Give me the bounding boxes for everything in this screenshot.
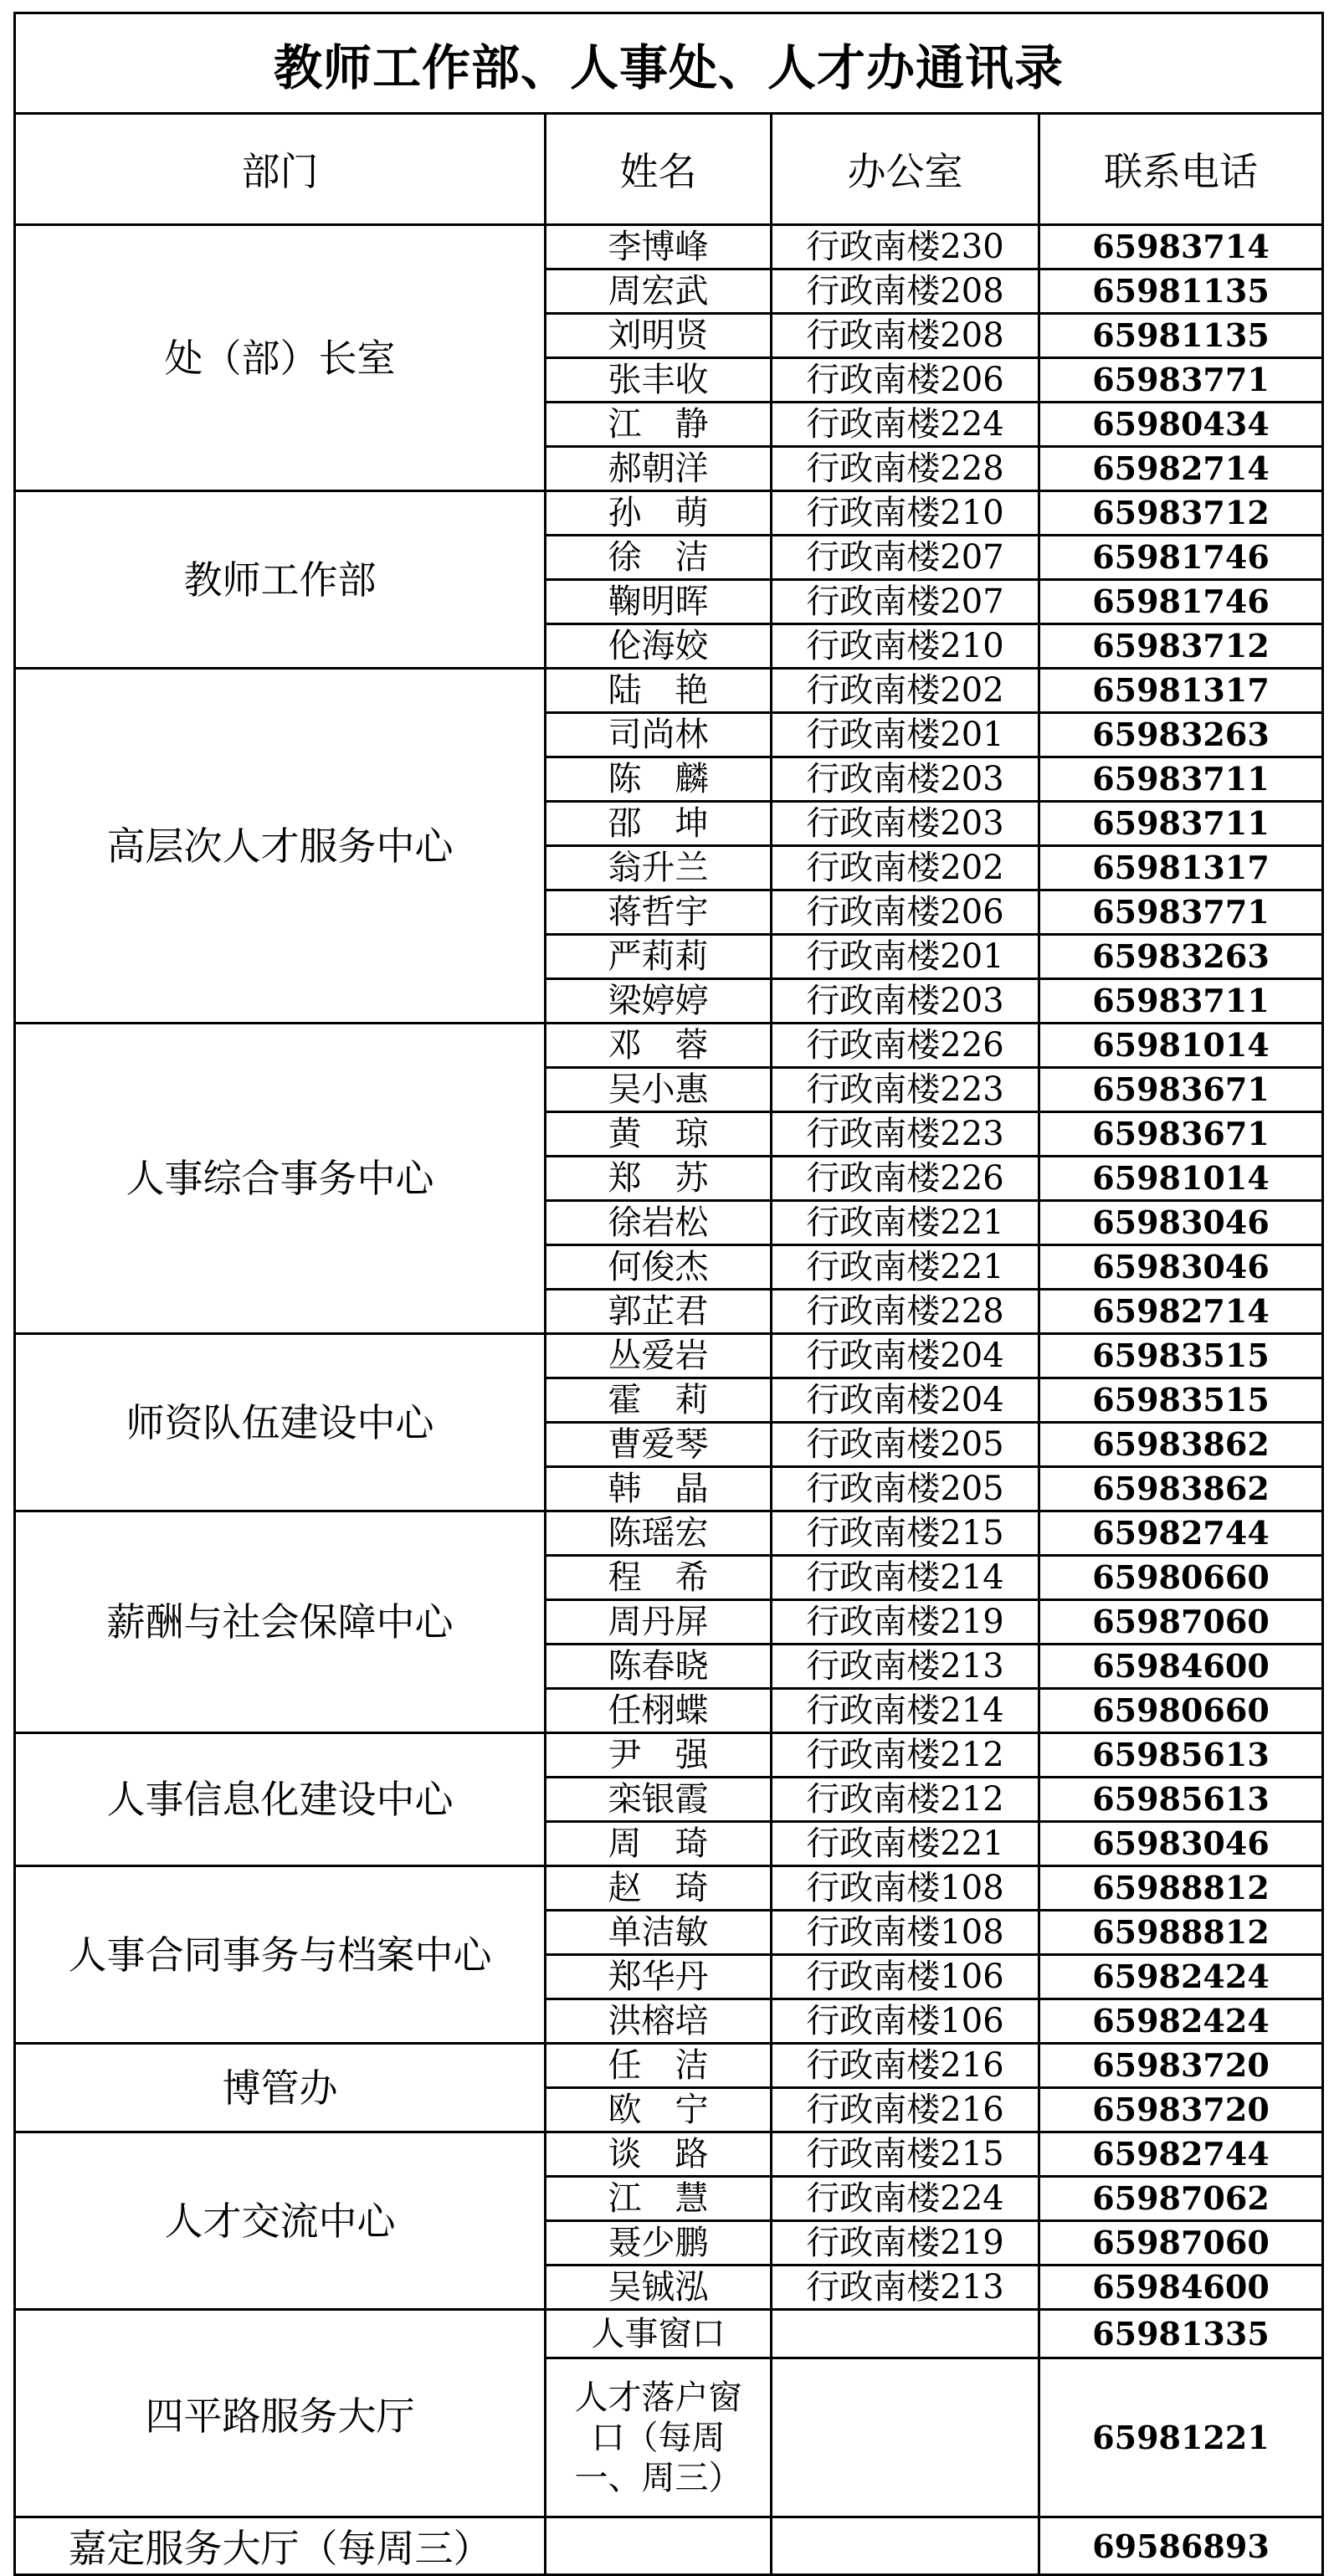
person-name: 栾银霞 — [546, 1778, 772, 1822]
office-room: 行政南楼223 — [772, 1068, 1039, 1112]
phone-number: 65983712 — [1039, 491, 1323, 536]
phone-number: 65981746 — [1039, 580, 1323, 624]
phone-number: 65983046 — [1039, 1245, 1323, 1290]
office-room: 行政南楼213 — [772, 2266, 1039, 2310]
person-name: 霍 莉 — [546, 1378, 772, 1423]
window-name: 人事窗口 — [546, 2310, 772, 2358]
phone-number: 65983771 — [1039, 358, 1323, 403]
phone-number: 65983671 — [1039, 1112, 1323, 1157]
person-name: 邵 坤 — [546, 802, 772, 846]
person-name: 任栩蝶 — [546, 1689, 772, 1733]
office-room: 行政南楼206 — [772, 890, 1039, 935]
office-room: 行政南楼205 — [772, 1467, 1039, 1511]
dept-name: 人才交流中心 — [15, 2132, 546, 2310]
office-room: 行政南楼219 — [772, 2221, 1039, 2266]
office-room: 行政南楼228 — [772, 1290, 1039, 1334]
dept-name: 高层次人才服务中心 — [15, 669, 546, 1024]
office-room: 行政南楼212 — [772, 1778, 1039, 1822]
person-name: 邓 蓉 — [546, 1024, 772, 1068]
office-room: 行政南楼228 — [772, 447, 1039, 491]
office-room: 行政南楼106 — [772, 1999, 1039, 2044]
person-name: 郑 苏 — [546, 1157, 772, 1201]
person-name: 洪榕培 — [546, 1999, 772, 2044]
office-room: 行政南楼201 — [772, 713, 1039, 757]
office-room: 行政南楼208 — [772, 269, 1039, 314]
person-name: 梁婷婷 — [546, 979, 772, 1024]
phone-number: 65983711 — [1039, 757, 1323, 802]
phone-number: 65985613 — [1039, 1733, 1323, 1778]
person-name: 韩 晶 — [546, 1467, 772, 1511]
person-name: 蒋哲宇 — [546, 890, 772, 935]
office-room: 行政南楼203 — [772, 802, 1039, 846]
office-room: 行政南楼214 — [772, 1689, 1039, 1733]
phone-number: 65983263 — [1039, 935, 1323, 979]
phone-number: 65981135 — [1039, 314, 1323, 358]
office-room: 行政南楼108 — [772, 1866, 1039, 1911]
office-room: 行政南楼216 — [772, 2044, 1039, 2088]
phone-number: 65981135 — [1039, 269, 1323, 314]
office-room: 行政南楼106 — [772, 1955, 1039, 1999]
phone-number: 65983046 — [1039, 1201, 1323, 1245]
dept-name: 博管办 — [15, 2044, 546, 2132]
office-room: 行政南楼210 — [772, 624, 1039, 669]
phone-number: 65980434 — [1039, 403, 1323, 447]
person-name: 刘明贤 — [546, 314, 772, 358]
office-room-empty — [772, 2358, 1039, 2517]
person-name: 聂少鹏 — [546, 2221, 772, 2266]
person-name: 任 洁 — [546, 2044, 772, 2088]
person-name: 郑华丹 — [546, 1955, 772, 1999]
office-room: 行政南楼108 — [772, 1911, 1039, 1955]
office-room: 行政南楼203 — [772, 979, 1039, 1024]
person-name: 李博峰 — [546, 225, 772, 269]
office-room: 行政南楼224 — [772, 403, 1039, 447]
dept-name: 薪酬与社会保障中心 — [15, 1511, 546, 1733]
table-row — [15, 2132, 1323, 2177]
phone-number: 65983720 — [1039, 2088, 1323, 2132]
phone-number: 65984600 — [1039, 1645, 1323, 1689]
office-room: 行政南楼201 — [772, 935, 1039, 979]
person-name: 江 静 — [546, 403, 772, 447]
person-name: 陈春晓 — [546, 1645, 772, 1689]
office-room: 行政南楼204 — [772, 1378, 1039, 1423]
title-row — [15, 13, 1323, 114]
dept-name: 人事综合事务中心 — [15, 1024, 546, 1334]
person-name-empty — [546, 2517, 772, 2575]
table-body — [15, 13, 1323, 2575]
table-row — [15, 2310, 1323, 2358]
phone-number: 65988812 — [1039, 1866, 1323, 1911]
phone-number: 65981317 — [1039, 846, 1323, 890]
person-name: 尹 强 — [546, 1733, 772, 1778]
table-row — [15, 491, 1323, 536]
table-row — [15, 1334, 1323, 1378]
person-name: 严莉莉 — [546, 935, 772, 979]
person-name: 司尚林 — [546, 713, 772, 757]
phone-number: 65980660 — [1039, 1689, 1323, 1733]
header-name: 姓名 — [546, 114, 772, 225]
phone-number: 65984600 — [1039, 2266, 1323, 2310]
header-row — [15, 114, 1323, 225]
office-room: 行政南楼219 — [772, 1600, 1039, 1645]
header-phone: 联系电话 — [1039, 114, 1323, 225]
phone-number: 65983671 — [1039, 1068, 1323, 1112]
phone-number: 65981014 — [1039, 1157, 1323, 1201]
phone-number: 65982714 — [1039, 447, 1323, 491]
table-row — [15, 1733, 1323, 1778]
phone-number: 69586893 — [1039, 2517, 1323, 2575]
person-name: 徐 洁 — [546, 536, 772, 580]
office-room: 行政南楼212 — [772, 1733, 1039, 1778]
phone-number: 65987060 — [1039, 1600, 1323, 1645]
window-name: 人才落户窗口（每周一、周三） — [546, 2358, 772, 2517]
office-room: 行政南楼221 — [772, 1822, 1039, 1866]
phone-number: 65982424 — [1039, 1955, 1323, 1999]
office-room: 行政南楼214 — [772, 1556, 1039, 1600]
phone-number: 65981014 — [1039, 1024, 1323, 1068]
office-room: 行政南楼226 — [772, 1024, 1039, 1068]
phone-number: 65982714 — [1039, 1290, 1323, 1334]
person-name: 黄 琼 — [546, 1112, 772, 1157]
phone-number: 65983711 — [1039, 802, 1323, 846]
person-name: 曹爱琴 — [546, 1423, 772, 1467]
phone-number: 65983046 — [1039, 1822, 1323, 1866]
page-title: 教师工作部、人事处、人才办通讯录 — [15, 13, 1323, 114]
dept-name: 嘉定服务大厅（每周三） — [15, 2517, 546, 2575]
person-name: 赵 琦 — [546, 1866, 772, 1911]
person-name: 徐岩松 — [546, 1201, 772, 1245]
person-name: 孙 萌 — [546, 491, 772, 536]
person-name: 郭芷君 — [546, 1290, 772, 1334]
phone-number: 65983711 — [1039, 979, 1323, 1024]
phone-number: 65983712 — [1039, 624, 1323, 669]
table-row — [15, 225, 1323, 269]
person-name: 程 希 — [546, 1556, 772, 1600]
office-room: 行政南楼226 — [772, 1157, 1039, 1201]
phone-number: 65983771 — [1039, 890, 1323, 935]
phone-number: 65983720 — [1039, 2044, 1323, 2088]
office-room: 行政南楼230 — [772, 225, 1039, 269]
phone-number: 65981221 — [1039, 2358, 1323, 2517]
person-name: 江 慧 — [546, 2177, 772, 2221]
person-name: 伦海姣 — [546, 624, 772, 669]
office-room: 行政南楼208 — [772, 314, 1039, 358]
table-row — [15, 669, 1323, 713]
person-name: 欧 宁 — [546, 2088, 772, 2132]
office-room: 行政南楼221 — [772, 1201, 1039, 1245]
person-name: 陆 艳 — [546, 669, 772, 713]
office-room: 行政南楼203 — [772, 757, 1039, 802]
dept-name: 处（部）长室 — [15, 225, 546, 491]
dept-name: 人事信息化建设中心 — [15, 1733, 546, 1866]
dept-name: 教师工作部 — [15, 491, 546, 669]
table-row — [15, 1866, 1323, 1911]
office-room: 行政南楼202 — [772, 846, 1039, 890]
office-room: 行政南楼221 — [772, 1245, 1039, 1290]
person-name: 丛爱岩 — [546, 1334, 772, 1378]
person-name: 陈瑶宏 — [546, 1511, 772, 1556]
phone-number: 65987062 — [1039, 2177, 1323, 2221]
phone-number: 65980660 — [1039, 1556, 1323, 1600]
dept-name: 人事合同事务与档案中心 — [15, 1866, 546, 2044]
phone-number: 65982424 — [1039, 1999, 1323, 2044]
office-room: 行政南楼204 — [772, 1334, 1039, 1378]
table-row — [15, 1511, 1323, 1556]
phone-number: 65982744 — [1039, 1511, 1323, 1556]
phone-number: 65983714 — [1039, 225, 1323, 269]
phone-number: 65981746 — [1039, 536, 1323, 580]
table-row — [15, 2517, 1323, 2575]
phone-number: 65983515 — [1039, 1334, 1323, 1378]
office-room-empty — [772, 2517, 1039, 2575]
office-room: 行政南楼202 — [772, 669, 1039, 713]
office-room: 行政南楼223 — [772, 1112, 1039, 1157]
office-room: 行政南楼215 — [772, 2132, 1039, 2177]
office-room: 行政南楼213 — [772, 1645, 1039, 1689]
directory-table — [13, 12, 1324, 2576]
office-room: 行政南楼215 — [772, 1511, 1039, 1556]
person-name: 鞠明晖 — [546, 580, 772, 624]
office-room: 行政南楼206 — [772, 358, 1039, 403]
office-room: 行政南楼224 — [772, 2177, 1039, 2221]
header-office: 办公室 — [772, 114, 1039, 225]
office-room: 行政南楼207 — [772, 536, 1039, 580]
dept-name: 师资队伍建设中心 — [15, 1334, 546, 1511]
person-name: 周丹屏 — [546, 1600, 772, 1645]
phone-number: 65983862 — [1039, 1423, 1323, 1467]
office-room: 行政南楼216 — [772, 2088, 1039, 2132]
phone-number: 65981317 — [1039, 669, 1323, 713]
office-room: 行政南楼205 — [772, 1423, 1039, 1467]
header-dept: 部门 — [15, 114, 546, 225]
phone-number: 65987060 — [1039, 2221, 1323, 2266]
table-row — [15, 2044, 1323, 2088]
office-room-empty — [772, 2310, 1039, 2358]
dept-name: 四平路服务大厅 — [15, 2310, 546, 2517]
phone-number: 65983263 — [1039, 713, 1323, 757]
person-name: 何俊杰 — [546, 1245, 772, 1290]
phone-number: 65983515 — [1039, 1378, 1323, 1423]
phone-number: 65988812 — [1039, 1911, 1323, 1955]
office-room: 行政南楼210 — [772, 491, 1039, 536]
person-name: 吴铖泓 — [546, 2266, 772, 2310]
person-name: 吴小惠 — [546, 1068, 772, 1112]
person-name: 郝朝洋 — [546, 447, 772, 491]
person-name: 谈 路 — [546, 2132, 772, 2177]
phone-number: 65981335 — [1039, 2310, 1323, 2358]
person-name: 陈 麟 — [546, 757, 772, 802]
phone-number: 65985613 — [1039, 1778, 1323, 1822]
person-name: 周宏武 — [546, 269, 772, 314]
person-name: 张丰收 — [546, 358, 772, 403]
table-row — [15, 1024, 1323, 1068]
phone-number: 65983862 — [1039, 1467, 1323, 1511]
phone-number: 65982744 — [1039, 2132, 1323, 2177]
office-room: 行政南楼207 — [772, 580, 1039, 624]
person-name: 单洁敏 — [546, 1911, 772, 1955]
person-name: 翁升兰 — [546, 846, 772, 890]
person-name: 周 琦 — [546, 1822, 772, 1866]
